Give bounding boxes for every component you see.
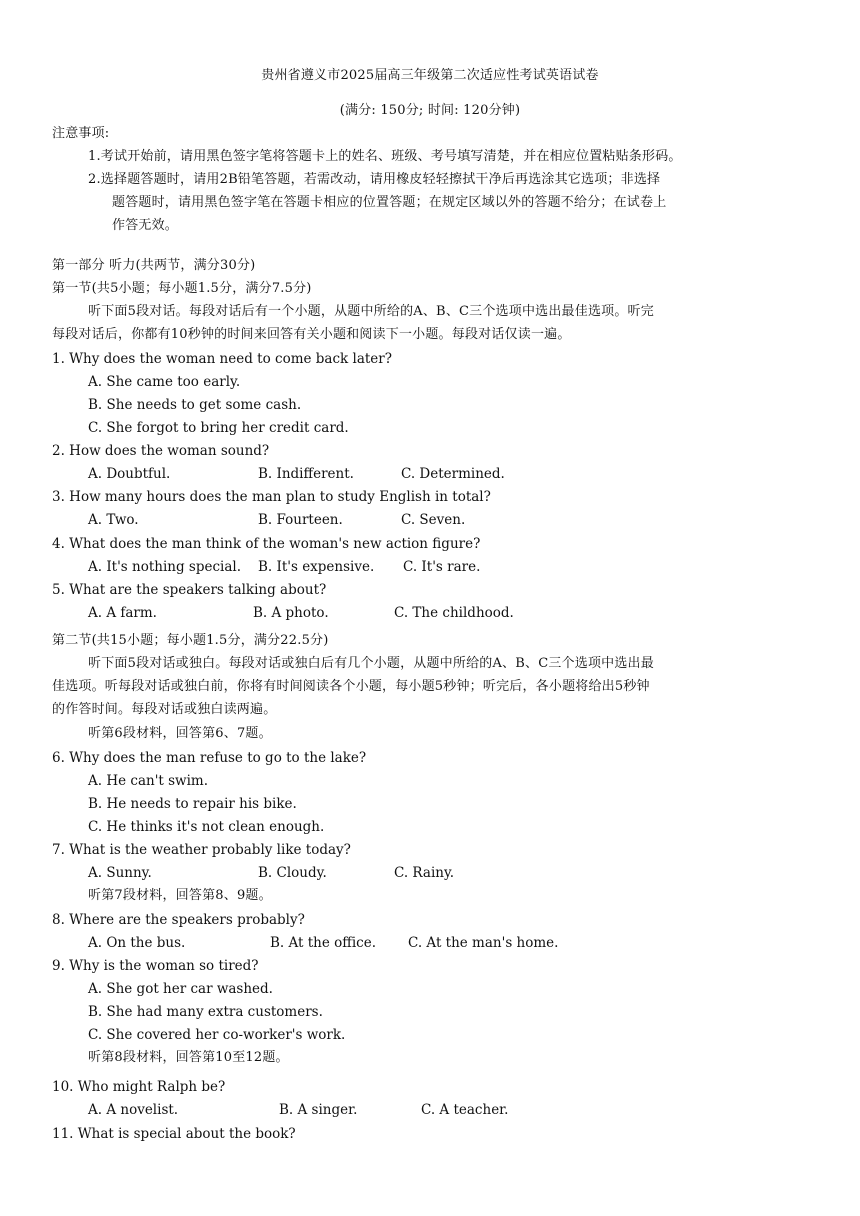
question-2-stem: 2. How does the woman sound? — [52, 443, 270, 459]
question-5-stem: 5. What are the speakers talking about? — [52, 582, 327, 598]
question-2-option-a: A. Doubtful. — [88, 466, 171, 482]
part1-heading: 第一部分 听力(共两节，满分30分) — [52, 258, 256, 273]
question-10-stem: 10. Who might Ralph be? — [52, 1079, 226, 1095]
question-8-option-c: C. At the man's home. — [408, 935, 559, 951]
question-3-option-a: A. Two. — [88, 512, 139, 528]
question-4-option-a: A. It's nothing special. — [88, 559, 242, 575]
question-9-stem: 9. Why is the woman so tired? — [52, 958, 259, 974]
notice-heading: 注意事项: — [52, 126, 110, 141]
question-5-option-a: A. A farm. — [88, 605, 157, 621]
question-3-option-b: B. Fourteen. — [258, 512, 343, 528]
notice-item-2-line-3: 作答无效。 — [112, 218, 179, 233]
question-6-option-a: A. He can't swim. — [88, 773, 209, 789]
question-3-option-c: C. Seven. — [401, 512, 466, 528]
exam-title: 贵州省遵义市2025届高三年级第二次适应性考试英语试卷 — [261, 68, 599, 83]
question-4-option-b: B. It's expensive. — [258, 559, 375, 575]
material-8-note: 听第8段材料，回答第10至12题。 — [88, 1050, 289, 1065]
question-10-option-b: B. A singer. — [279, 1102, 358, 1118]
notice-item-2-line-2: 题答题时，请用黑色签字笔在答题卡相应的位置答题；在规定区域以外的答题不给分；在试卷上 — [112, 195, 667, 210]
question-6-stem: 6. Why does the man refuse to go to the lake? — [52, 750, 367, 766]
question-1-option-c: C. She forgot to bring her credit card. — [88, 420, 349, 436]
question-9-option-c: C. She covered her co-worker's work. — [88, 1027, 346, 1043]
question-7-option-c: C. Rainy. — [394, 865, 455, 881]
question-8-option-b: B. At the office. — [270, 935, 377, 951]
section2-instructions-line-2: 佳选项。听每段对话或独白前，你将有时间阅读各个小题，每小题5秒钟；听完后，各小题将给出5秒钟 — [52, 679, 650, 694]
question-2-option-c: C. Determined. — [401, 466, 505, 482]
material-6-note: 听第6段材料，回答第6、7题。 — [88, 726, 272, 741]
question-11-stem: 11. What is special about the book? — [52, 1126, 296, 1142]
question-9-option-a: A. She got her car washed. — [88, 981, 273, 997]
question-2-option-b: B. Indifferent. — [258, 466, 354, 482]
question-6-option-b: B. He needs to repair his bike. — [88, 796, 297, 812]
material-7-note: 听第7段材料，回答第8、9题。 — [88, 888, 272, 903]
section1-heading: 第一节(共5小题；每小题1.5分，满分7.5分) — [52, 281, 312, 296]
question-4-stem: 4. What does the man think of the woman's new action figure? — [52, 536, 481, 552]
section1-instructions-line-1: 听下面5段对话。每段对话后有一个小题，从题中所给的A、B、C三个选项中选出最佳选项。听完 — [88, 304, 654, 319]
question-7-option-b: B. Cloudy. — [258, 865, 327, 881]
question-10-option-a: A. A novelist. — [88, 1102, 179, 1118]
question-1-option-a: A. She came too early. — [88, 374, 241, 390]
question-1-option-b: B. She needs to get some cash. — [88, 397, 302, 413]
section1-instructions-line-2: 每段对话后，你都有10秒钟的时间来回答有关小题和阅读下一小题。每段对话仅读一遍。 — [52, 327, 571, 342]
notice-item-1: 1.考试开始前，请用黑色签字笔将答题卡上的姓名、班级、考号填写清楚，并在相应位置粘贴条形码。 — [88, 149, 682, 164]
question-3-stem: 3. How many hours does the man plan to study English in total? — [52, 489, 491, 505]
question-5-option-b: B. A photo. — [253, 605, 329, 621]
notice-item-2-line-1: 2.选择题答题时，请用2B铅笔答题，若需改动，请用橡皮轻轻擦拭干净后再选涂其它选项；非选择 — [88, 172, 661, 187]
question-8-option-a: A. On the bus. — [88, 935, 186, 951]
question-5-option-c: C. The childhood. — [394, 605, 514, 621]
exam-subtitle: (满分: 150分; 时间: 120分钟) — [339, 103, 521, 118]
question-1-stem: 1. Why does the woman need to come back later? — [52, 351, 392, 367]
question-6-option-c: C. He thinks it's not clean enough. — [88, 819, 325, 835]
question-7-stem: 7. What is the weather probably like today? — [52, 842, 351, 858]
question-9-option-b: B. She had many extra customers. — [88, 1004, 323, 1020]
question-8-stem: 8. Where are the speakers probably? — [52, 912, 305, 928]
section2-heading: 第二节(共15小题；每小题1.5分，满分22.5分) — [52, 633, 329, 648]
section2-instructions-line-3: 的作答时间。每段对话或独白读两遍。 — [52, 702, 277, 717]
question-10-option-c: C. A teacher. — [421, 1102, 509, 1118]
section2-instructions-line-1: 听下面5段对话或独白。每段对话或独白后有几个小题，从题中所给的A、B、C三个选项中选出最 — [88, 656, 654, 671]
question-7-option-a: A. Sunny. — [88, 865, 152, 881]
question-4-option-c: C. It's rare. — [403, 559, 481, 575]
